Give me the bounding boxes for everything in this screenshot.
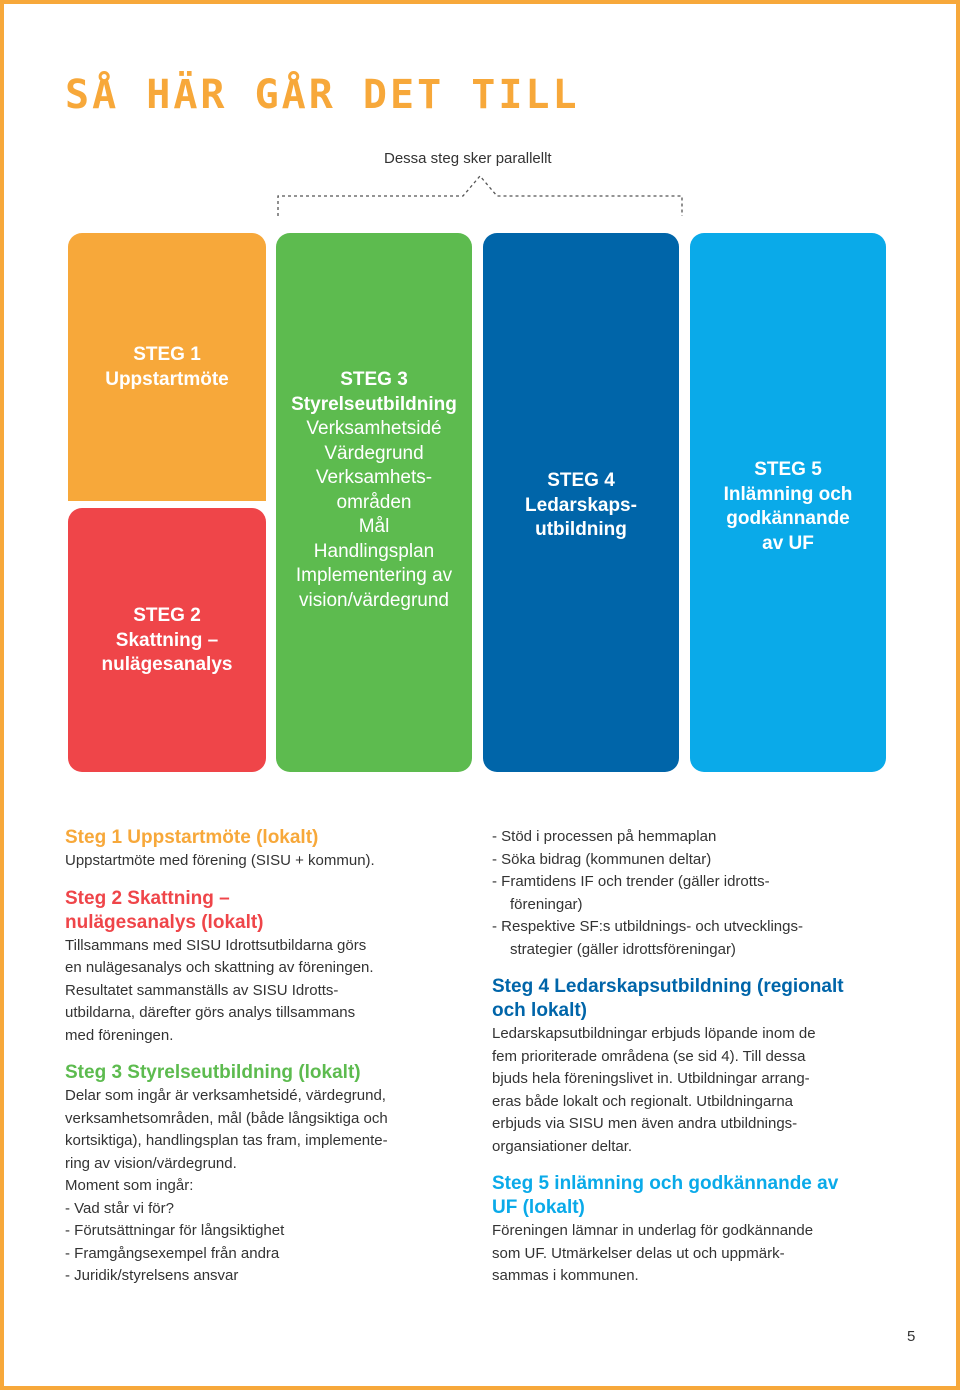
step4-heading: Steg 4 Ledarskapsutbildning (regionalt: [492, 976, 844, 997]
step5-body-line: som UF. Utmärkelser delas ut och uppmärk-: [492, 1244, 785, 1262]
step1-body: Uppstartmöte med förening (SISU + kommun).: [65, 852, 375, 869]
step2-body-line: Tillsammans med SISU Idrottsutbildarna görs: [65, 936, 367, 954]
step5-line: av UF: [762, 532, 814, 554]
step5-line: godkännande: [726, 508, 850, 529]
step5-box: [690, 233, 886, 772]
list-item: - Respektive SF:s utbildnings- och utvecklings-: [492, 918, 803, 935]
step5-body-line: sammas i kommunen.: [492, 1267, 639, 1284]
step4-body-line: organsiationer deltar.: [492, 1137, 633, 1155]
step3-title: STEG 3: [340, 369, 408, 390]
page-number: 5: [907, 1328, 916, 1345]
step3-line: Värdegrund: [324, 442, 424, 464]
step3-body-line: kortsiktiga), handlingsplan tas fram, implemente-: [65, 1132, 388, 1149]
spacer: [492, 961, 892, 975]
step4-line: Ledarskaps-: [525, 494, 637, 516]
step3-line: områden: [336, 491, 412, 513]
spacer: [65, 873, 455, 887]
step3-list-item: - Juridik/styrelsens ansvar: [65, 1267, 239, 1284]
step2-title: STEG 2: [133, 605, 201, 626]
step5-heading: UF (lokalt): [492, 1197, 585, 1218]
spacer: [492, 1158, 892, 1172]
step3-subtitle: Styrelseutbildning: [291, 393, 457, 415]
step3-body-line: Delar som ingår är verksamhetsidé, värdegrund,: [65, 1087, 386, 1104]
step3-list-item: - Vad står vi för?: [65, 1199, 174, 1217]
step2-body-line: Resultatet sammanställs av SISU Idrotts-: [65, 981, 339, 999]
step3-moment-label: Moment som ingår:: [65, 1177, 194, 1194]
step4-body-line: erbjuds via SISU men även andra utbildnings-: [492, 1115, 798, 1132]
step4-title: STEG 4: [547, 470, 615, 491]
step3-line: Mål: [358, 516, 390, 537]
step4-body-line: eras både lokalt och regionalt. Utbildningarna: [492, 1092, 794, 1110]
page-border-top: [0, 0, 960, 4]
step4-line: utbildning: [535, 519, 627, 540]
step4-body-line: fem prioriterade områdena (se sid 4). Till dessa: [492, 1047, 806, 1065]
step5-heading: Steg 5 inlämning och godkännande av: [492, 1173, 839, 1194]
step3-line: Verksamhetsidé: [306, 418, 442, 439]
step2-body-line: en nulägesanalys och skattning av föreningen.: [65, 959, 374, 976]
step3-box: [276, 233, 472, 772]
list-item: - Framtidens IF och trender (gäller idrotts-: [492, 873, 770, 890]
parallel-brace: [275, 172, 685, 222]
step3-list-item: - Förutsättningar för långsiktighet: [65, 1222, 285, 1239]
step1-box: [68, 233, 266, 501]
step5-title: STEG 5: [754, 459, 822, 480]
step3-line: Handlingsplan: [313, 540, 435, 562]
step3-heading: Steg 3 Styrelseutbildning (lokalt): [65, 1062, 361, 1083]
step1-title: STEG 1: [133, 344, 201, 365]
list-item-cont: strategier (gäller idrottsföreningar): [510, 940, 736, 958]
step4-body-line: bjuds hela föreningslivet in. Utbildningar arrang-: [492, 1070, 810, 1087]
step3-body-line: verksamhetsområden, mål (både långsiktiga och: [65, 1109, 388, 1127]
step3-line: vision/värdegrund: [299, 589, 449, 611]
step1-line: Uppstartmöte: [105, 368, 229, 390]
page-title: SÅ HÄR GÅR DET TILL: [65, 72, 580, 118]
step4-body-line: Ledarskapsutbildningar erbjuds löpande inom de: [492, 1025, 816, 1042]
step3-list-item: - Framgångsexempel från andra: [65, 1244, 280, 1262]
step5-body-line: Föreningen lämnar in underlag för godkännande: [492, 1222, 814, 1239]
step5-line: Inlämning och: [723, 483, 853, 505]
step4-box: [483, 233, 679, 772]
parallel-label: Dessa steg sker parallellt: [384, 150, 552, 167]
step3-body-line: ring av vision/värdegrund.: [65, 1154, 237, 1172]
step3-line: Implementering av: [295, 565, 453, 586]
step4-heading: och lokalt): [492, 1000, 588, 1021]
list-item: - Söka bidrag (kommunen deltar): [492, 850, 712, 868]
step2-heading: nulägesanalys (lokalt): [65, 911, 264, 933]
left-column-text: [65, 826, 455, 1288]
step1-heading: Steg 1 Uppstartmöte (lokalt): [65, 827, 319, 848]
spacer: [65, 1047, 455, 1061]
step2-body-line: med föreningen.: [65, 1026, 174, 1044]
step2-body-line: utbildarna, därefter görs analys tillsammans: [65, 1004, 356, 1021]
step2-heading: Steg 2 Skattning –: [65, 887, 230, 909]
step2-line: Skattning –: [115, 629, 219, 651]
step2-line: nulägesanalys: [101, 654, 233, 675]
step3-line: Verksamhets-: [315, 467, 433, 488]
right-column-text: [492, 826, 892, 1288]
step2-box: [68, 508, 266, 772]
list-item: - Stöd i processen på hemmaplan: [492, 828, 717, 845]
list-item-cont: föreningar): [510, 895, 583, 913]
